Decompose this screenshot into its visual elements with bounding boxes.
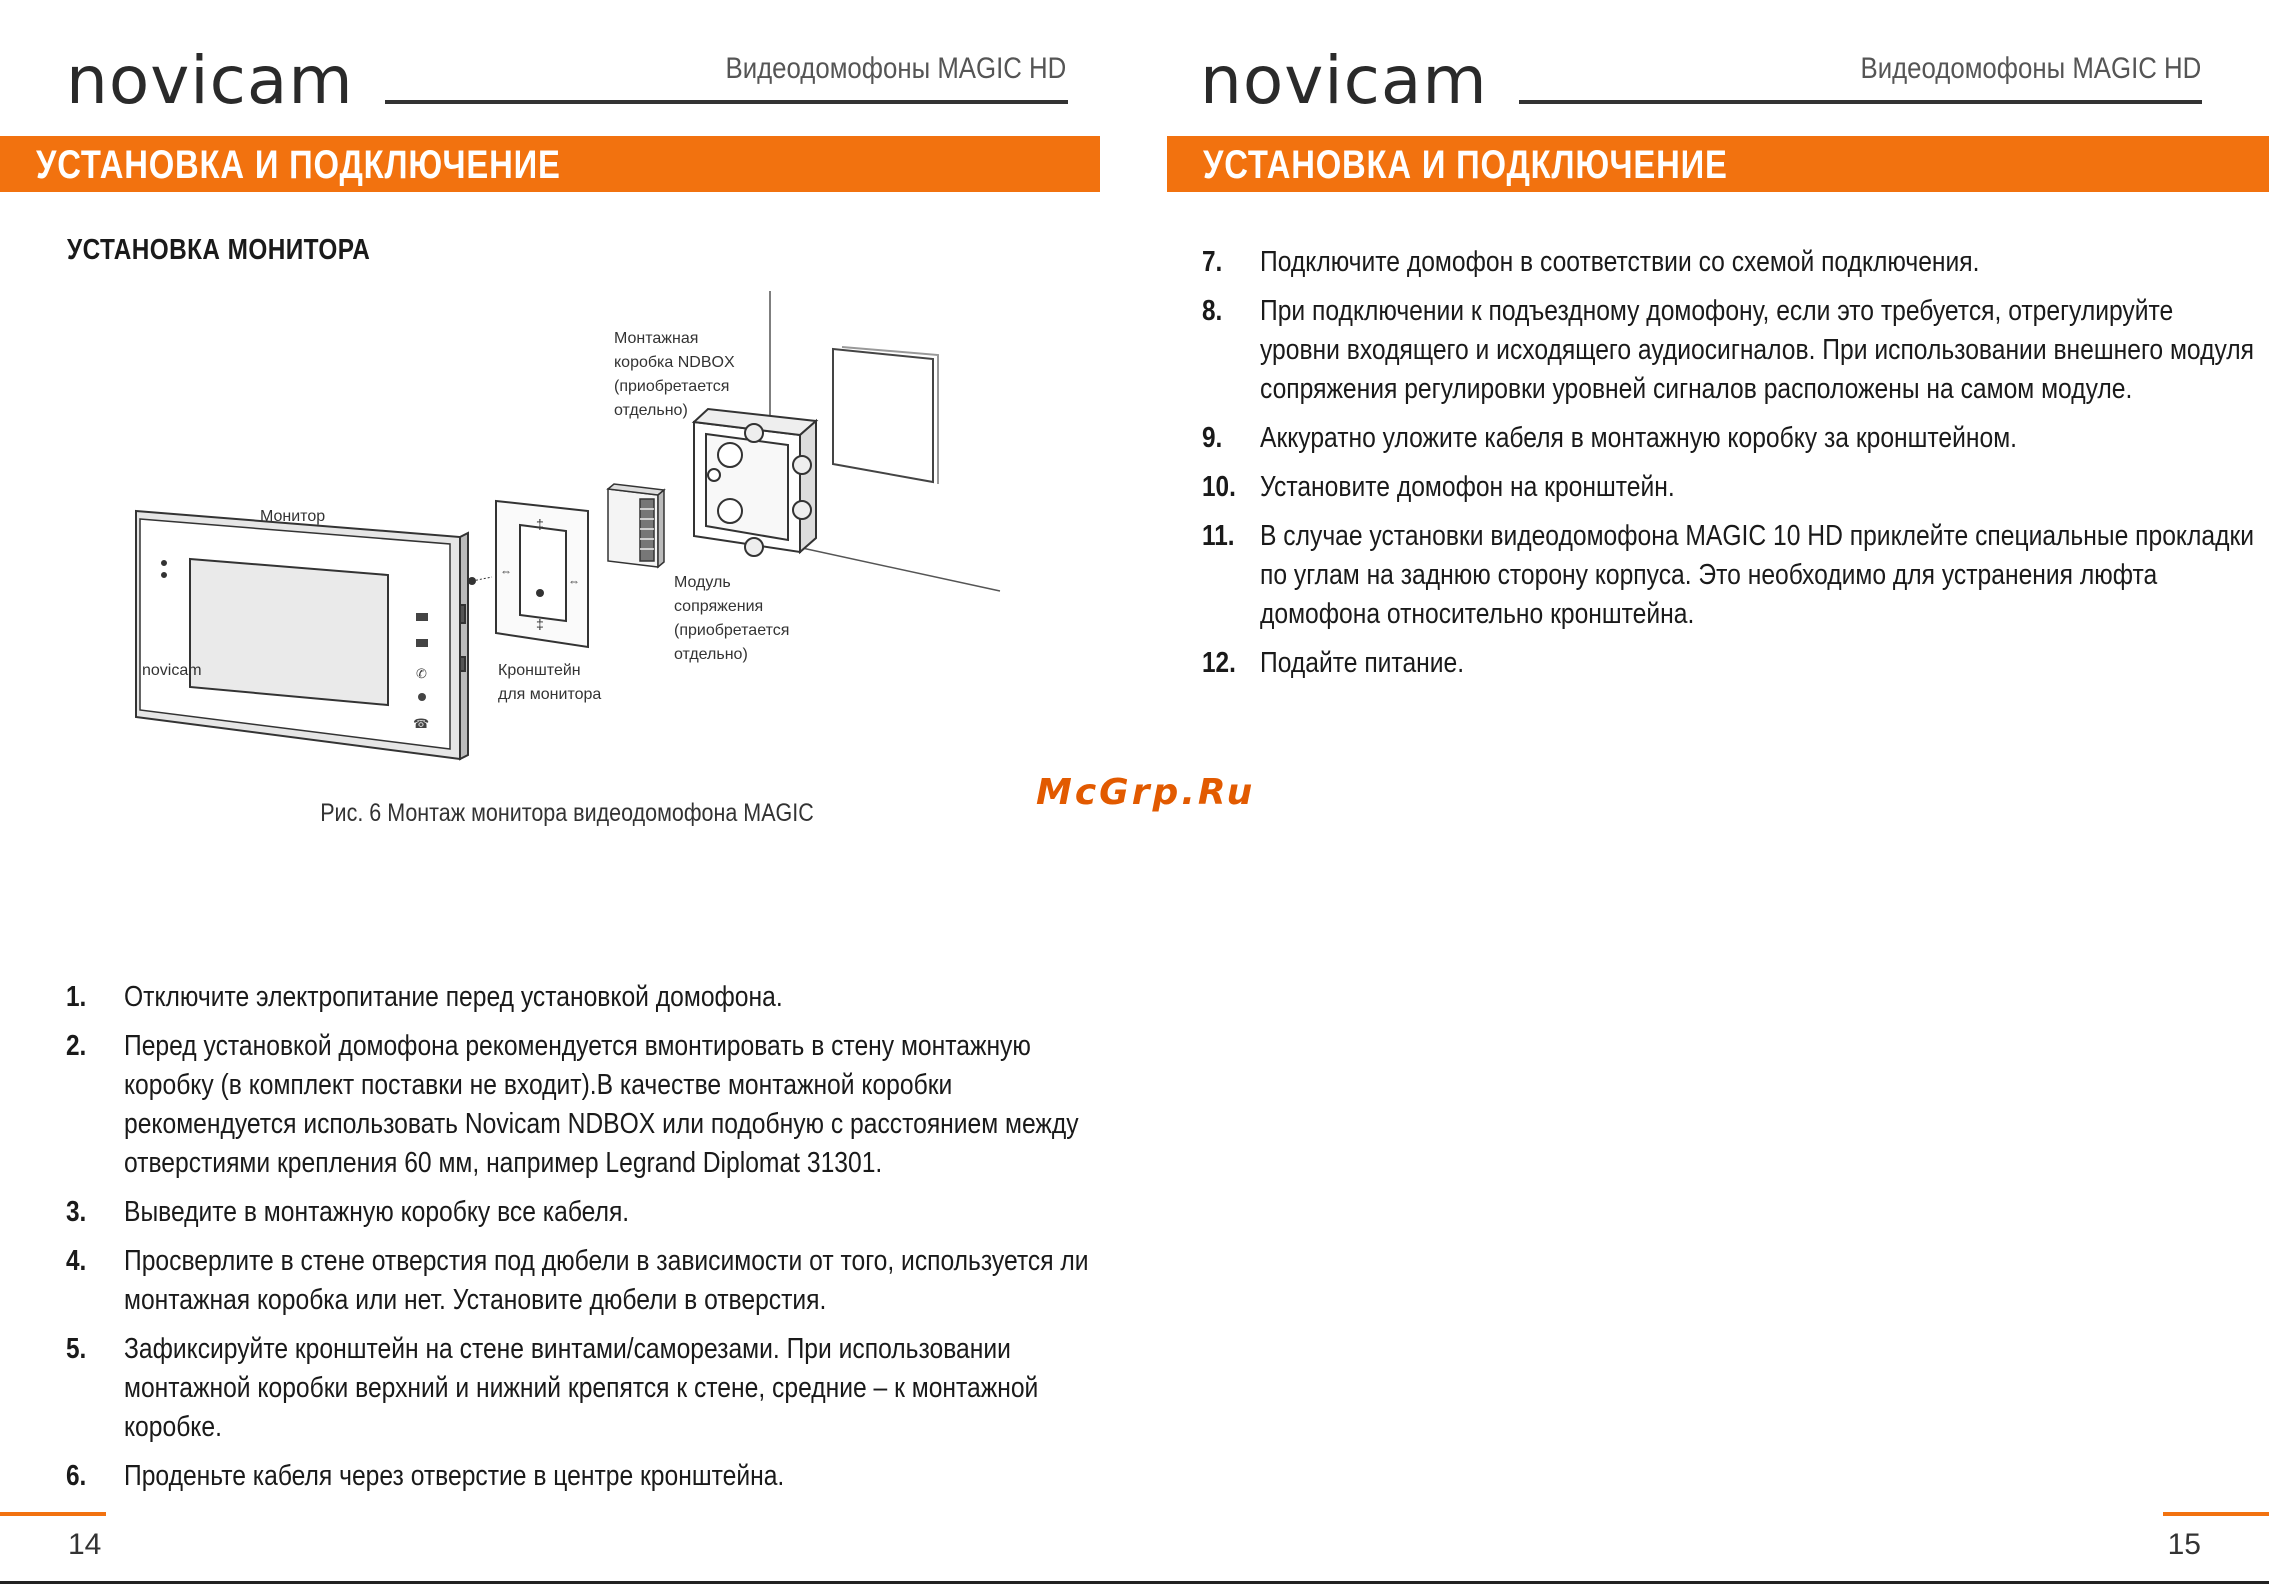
header-rule: [1519, 100, 2202, 104]
svg-text:⇔: ⇔: [568, 574, 580, 588]
header-rule: [385, 100, 1068, 104]
module-label-3: (приобретается: [674, 622, 790, 639]
section-title: УСТАНОВКА МОНИТОРА: [67, 234, 371, 266]
bottom-rule: [0, 1581, 2269, 1584]
monitor-device: [136, 511, 468, 759]
step-item: [1202, 468, 2202, 507]
wall-recess: [833, 347, 938, 484]
monitor-installation-diagram: [120, 285, 1020, 805]
step-item: [1202, 644, 2202, 683]
monitor-bracket: [496, 501, 588, 647]
monitor-label: Монитор: [260, 508, 326, 525]
footer-accent-rule: [0, 1512, 106, 1516]
step-number: 10.: [1202, 471, 1236, 503]
svg-text:✆: ✆: [416, 666, 427, 681]
step-item: [1202, 419, 2202, 458]
banner-title: УСТАНОВКА И ПОДКЛЮЧЕНИЕ: [36, 143, 561, 187]
step-text: Подключите домофон в соответствии со схемой подключения.: [1260, 246, 1980, 278]
step-number: 9.: [1202, 422, 1223, 454]
step-text: Выведите в монтажную коробку все кабеля.: [124, 1196, 630, 1228]
step-text: Установите домофон на кронштейн.: [1260, 471, 1675, 503]
interface-module: [608, 484, 664, 567]
left-page: [0, 0, 1134, 1588]
installation-steps-left: [66, 978, 1089, 1506]
mounting-box-ndbox: [694, 409, 816, 556]
step-item: [66, 1242, 1089, 1320]
device-brand-label: novicam: [142, 662, 202, 679]
bracket-label-1: Кронштейн: [498, 662, 581, 679]
step-item: [66, 1330, 1066, 1447]
step-text: Аккуратно уложите кабеля в монтажную коробку за кронштейном.: [1260, 422, 2018, 454]
bracket-label-2: для монитора: [498, 686, 602, 703]
step-item: [66, 1457, 1066, 1496]
installation-steps-right: [1202, 243, 2255, 693]
product-line-label: Видеодомофоны MAGIC HD: [725, 52, 1066, 85]
step-text: Просверлите в стене отверстия под дюбели в зависимости от того, используется ли монтажная коробка или нет. Установите дюбели в отверстия.: [124, 1245, 1089, 1316]
step-item: [1202, 292, 2254, 409]
step-number: 11.: [1202, 520, 1235, 552]
step-number: 12.: [1202, 647, 1236, 679]
step-text: Отключите электропитание перед установкой домофона.: [124, 981, 783, 1013]
svg-text:☎: ☎: [413, 716, 430, 731]
svg-text:⇔: ⇔: [500, 564, 512, 578]
product-line-label: Видеодомофоны MAGIC HD: [1860, 52, 2201, 85]
step-number: 4.: [66, 1245, 87, 1277]
step-text: При подключении к подъездному домофону, если это требуется, отрегулируйте уровни входящего и исходящего аудиосигналов. При использовании внешнего модуля сопряжения регулировки уровней сигналов расположены на самом модуле.: [1260, 295, 2254, 405]
step-text: Перед установкой домофона рекомендуется вмонтировать в стену монтажную коробку (в комплект поставки не входит).В качестве монтажной коробки рекомендуется использовать Novicam NDBOX или подобную с расстоянием между отверстиями крепления 60 мм, например Legrand Diplomat 31301.: [124, 1030, 1079, 1179]
watermark: McGrp.Ru: [1036, 772, 1256, 813]
step-number: 2.: [66, 1030, 87, 1062]
step-text: Проденьте кабеля через отверстие в центре кронштейна.: [124, 1460, 785, 1492]
step-number: 5.: [66, 1333, 87, 1365]
step-text: Зафиксируйте кронштейн на стене винтами/саморезами. При использовании монтажной коробки верхний и нижний крепятся к стене, средние – к монтажной коробке.: [124, 1333, 1039, 1443]
page-number: 15: [2167, 1528, 2201, 1561]
step-item: [1202, 517, 2255, 634]
module-label-2: сопряжения: [674, 598, 764, 615]
step-item: [66, 978, 1066, 1017]
banner-title: УСТАНОВКА И ПОДКЛЮЧЕНИЕ: [1203, 143, 1728, 187]
page-number: 14: [68, 1528, 102, 1561]
svg-text:‡: ‡: [536, 516, 544, 532]
step-number: 3.: [66, 1196, 87, 1228]
step-number: 8.: [1202, 295, 1223, 327]
step-text: Подайте питание.: [1260, 647, 1465, 679]
svg-text:‡: ‡: [536, 616, 544, 632]
step-number: 6.: [66, 1460, 87, 1492]
figure-caption: Рис. 6 Монтаж монитора видеодомофона MAGIC: [320, 799, 814, 827]
step-number: 1.: [66, 981, 87, 1013]
footer-accent-rule: [2163, 1512, 2269, 1516]
step-item: [66, 1027, 1079, 1183]
step-text: В случае установки видеодомофона MAGIC 10 HD приклейте специальные прокладки по углам на заднюю сторону корпуса. Это необходимо для устранения люфта домофона относительно кронштейна.: [1260, 520, 2255, 630]
section-banner: [0, 136, 1100, 192]
step-item: [1202, 243, 2202, 282]
box-label-2: коробка NDBOX: [614, 354, 735, 371]
right-page: [1134, 0, 2269, 1588]
module-label-4: отдельно): [674, 646, 748, 663]
box-label-3: (приобретается: [614, 378, 730, 395]
novicam-logo: novicam: [66, 42, 354, 119]
step-number: 7.: [1202, 246, 1223, 278]
step-item: [66, 1193, 1066, 1232]
section-banner: [1167, 136, 2269, 192]
novicam-logo: novicam: [1200, 42, 1488, 119]
box-label-1: Монтажная: [614, 330, 699, 347]
module-label-1: Модуль: [674, 574, 731, 591]
box-label-4: отдельно): [614, 402, 688, 419]
